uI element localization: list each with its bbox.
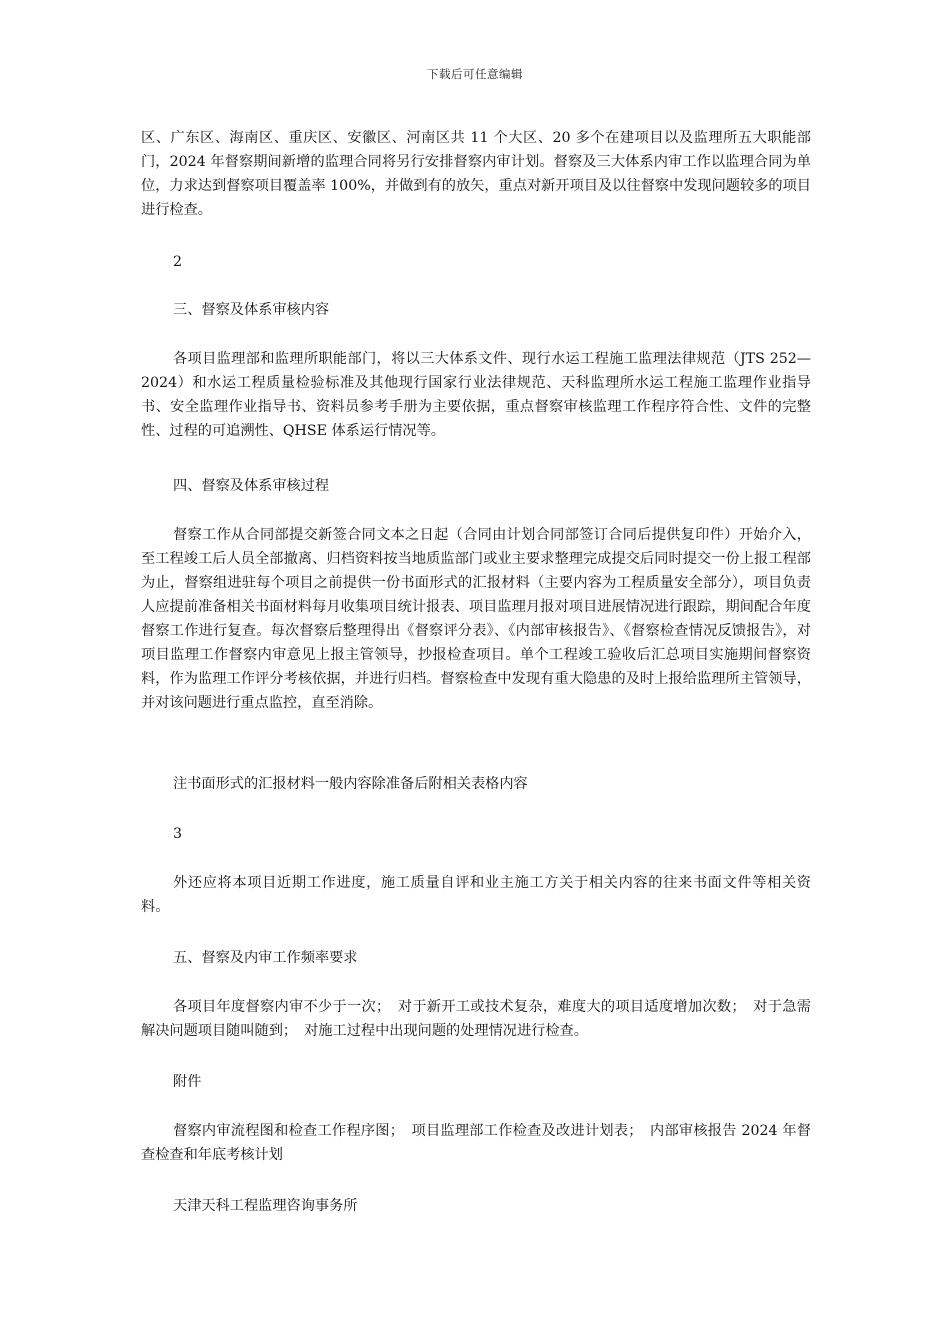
section-heading-4: 四、督察及体系审核过程 <box>173 478 330 494</box>
section-heading-5: 五、督察及内审工作频率要求 <box>173 950 358 966</box>
paragraph-additional-materials: 外还应将本项目近期工作进度，施工质量自评和业主施工方关于相关内容的往来书面文件等相关资料。 <box>141 875 811 915</box>
page-number-2: 2 <box>173 254 183 270</box>
paragraph-frequency: 各项目年度督察内审不少于一次； 对于新开工或技术复杂，难度大的项目适度增加次数； 对于急需解决问题项目随叫随到； 对施工过程中出现问题的处理情况进行检查。 <box>141 999 811 1039</box>
attachment-heading: 附件 <box>173 1074 202 1090</box>
paragraph-audit-process: 督察工作从合同部提交新签合同文本之日起（合同由计划合同部签订合同后提供复印件）开始介入，至工程竣工后人员全部撤离、归档资料按当地质监部门或业主要求整理完成提交后同时提交一份上报工程部为止，督察组进驻每个项目之前提供一份书面形式的汇报材料（主要内容为工程质量安全部分），项目负责人应提前准备相关书面材料每月收集项目统计报表、项目监理月报对项目进展情况进行跟踪，期间配合年度督察工作进行复查。每次督察后整理得出《督察评分表》、《内部审核报告》、《督察检查情况反馈报告》，对项目监理工作督察内审意见上报主管领导，抄报检查项目。单个工程竣工验收后汇总项目实施期间督察资料，作为监理工作评分考核依据，并进行归档。督察检查中发现有重大隐患的及时上报给监理所主管领导，并对该问题进行重点监控，直至消除。 <box>141 527 811 711</box>
paragraph-audit-content: 各项目监理部和监理所职能部门，将以三大体系文件、现行水运工程施工监理法律规范（JTS 252—2024）和水运工程质量检验标准及其他现行国家行业法律规范、天科监理所水运工程施工监理作业指导书、安全监理作业指导书、资料员参考手册为主要依据，重点督察审核监理工作程序符合性、文件的完整性、过程的可追溯性、QHSE 体系运行情况等。 <box>141 351 811 439</box>
signature-line: 天津天科工程监理咨询事务所 <box>173 1198 358 1214</box>
header-note: 下载后可任意编辑 <box>427 67 523 81</box>
note-line: 注书面形式的汇报材料一般内容除准备后附相关表格内容 <box>173 776 528 792</box>
paragraph-attachments: 督察内审流程图和检查工作程序图； 项目监理部工作检查及改进计划表； 内部审核报告 2024 年督查检查和年底考核计划 <box>141 1123 811 1163</box>
paragraph-scope: 区、广东区、海南区、重庆区、安徽区、河南区共 11 个大区、20 多个在建项目以及监理所五大职能部门，2024 年督察期间新增的监理合同将另行安排督察内审计划。督察及三大体系内审工作以监理合同为单位，力求达到督察项目覆盖率 100%，并做到有的放矢，重点对新开项目及以往督察中发现问题较多的项目进行检查。 <box>141 130 811 218</box>
section-heading-3: 三、督察及体系审核内容 <box>173 302 330 318</box>
page-number-3: 3 <box>173 826 183 842</box>
